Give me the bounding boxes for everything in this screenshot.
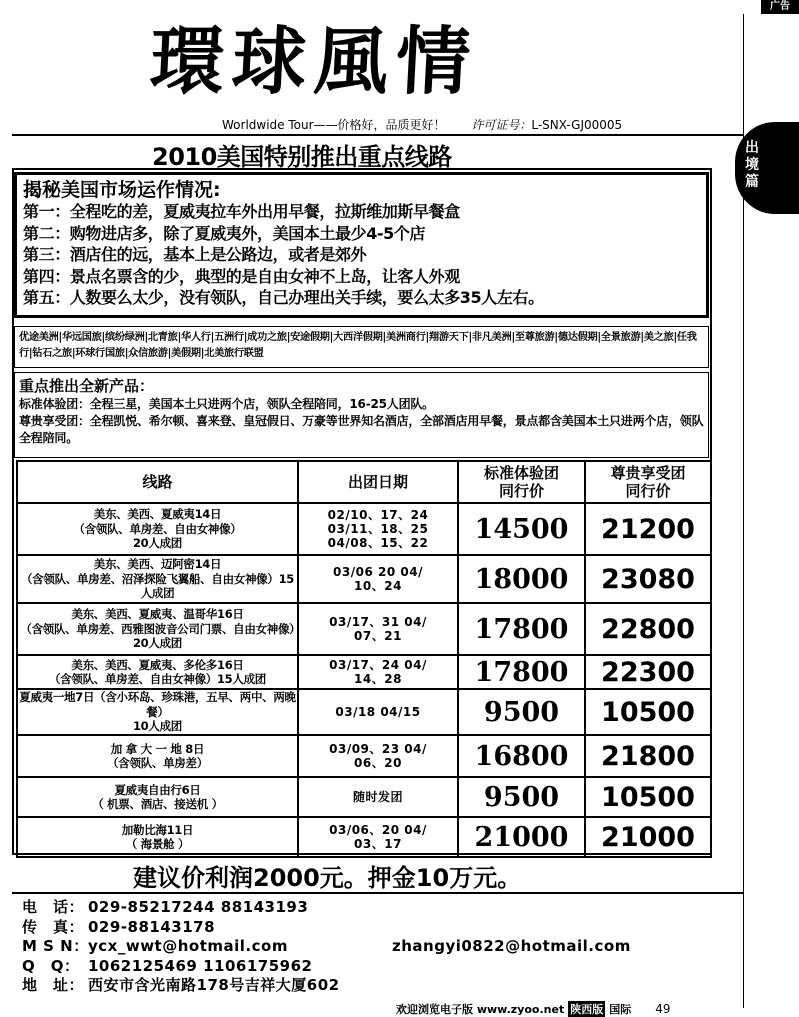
premium-price: 10500 [585,777,711,817]
license-number: L-SNX-GJ00005 [531,118,623,132]
route-cell: 加勒比海11日 （ 海景舱 ） [17,817,298,857]
qq-label: Q Q： [22,956,80,975]
standard-price: 21000 [458,817,585,857]
route-table [16,460,712,858]
route-header: 线路 [17,461,298,503]
alliance-list: 优途美洲|华远国旅|缤纷绿洲|北青旅|华人行|五洲行|成功之旅|安途假期|大西洋假期|美洲商行|翔游天下|非凡美洲|至尊旅游|德达假期|全景旅游|美之旅|任我行|钻石之旅|环球行国旅|众信旅游|美假期|北美旅行联盟 [19,332,697,359]
premium-price: 21000 [585,817,711,857]
route-cell: 美东、美西、迈阿密14日 （含领队、单房差、沼泽探险飞翼船、自由女神像）15人成团 [17,555,298,603]
contact-block [22,898,631,996]
dates-cell: 02/10、17、24 03/11、18、25 04/08、15、22 [298,503,458,555]
phone-value: 029-85217244 88143193 [88,898,309,916]
route-cell: 美东、美西、夏威夷、温哥华16日 （含领队、单房差、西雅图波音公司门票、自由女神像）20人成团 [17,603,298,655]
address-label: 地 址： [22,976,85,994]
table-row [17,655,711,689]
table-row [17,503,711,555]
edition-badge: 陕西版 [570,1003,604,1016]
top-divider [12,134,743,136]
slogan: Worldwide Tour——价格好，品质更好！ [222,118,446,132]
products-heading: 重点推出全新产品： [19,377,155,395]
market-point: 第五：人数要么太少，没有领队，自己办理出关手续，要么太多35人左右。 [23,288,544,307]
dates-cell: 03/18 04/15 [298,689,458,735]
dates-cell: 随时发团 [298,777,458,817]
table-row [17,689,711,735]
route-cell: 美东、美西、夏威夷、多伦多16日 （含领队、单房差、自由女神像）15人成团 [17,655,298,689]
market-point: 第三：酒店住的远，基本上是公路边，或者是郊外 [23,245,367,264]
premium-price: 21200 [585,503,711,555]
standard-price: 16800 [458,735,585,777]
footer-site: 欢迎浏览电子版 www.zyoo.net [396,1003,565,1016]
headline: 2010美国特别推出重点线路 [152,143,452,171]
premium-price: 22800 [585,603,711,655]
license [471,118,622,132]
table-header [17,461,711,503]
tagline [222,116,622,133]
table-row [17,555,711,603]
standard-desc: 标准体验团：全程三星，美国本土只进两个店，领队全程陪同，16-25人团队。 [19,397,434,411]
fax-label: 传 真： [22,917,85,936]
dates-cell: 03/17、24 04/ 14、28 [298,655,458,689]
market-point: 第四：景点名票含的少，典型的是自由女神不上岛，让客人外观 [23,266,460,286]
standard-price: 17800 [458,655,585,689]
phone-label: 电 话： [22,898,85,916]
page-footer [396,1001,671,1017]
section-tab [735,122,799,214]
license-label: 许可证号： [471,118,532,132]
address-row [22,976,340,996]
dates-cell: 03/06 20 04/ 10、24 [298,555,458,603]
market-point: 第二：购物进店多，除了夏威夷外，美国本土最少4-5个店 [23,223,426,243]
premium-price: 21800 [585,735,711,777]
route-cell: 美东、美西、夏威夷14日 （含领队、单房差、自由女神像） 20人成团 [17,503,298,555]
standard-price: 9500 [458,777,585,817]
msn-label: M S N： [22,937,89,955]
fax-value: 029-88143178 [88,917,216,936]
profit-note: 建议价利润2000元。押金10万元。 [133,864,522,892]
standard-header: 标准体验团 同行价 [458,461,585,503]
qq-row [22,957,340,977]
msn-value-2: zhangyi0822@hotmail.com [392,937,631,955]
standard-price: 14500 [458,503,585,555]
dates-cell: 03/06、20 04/ 03、17 [298,817,458,857]
route-cell: 夏威夷一地7日（含小环岛、珍珠港，五早、两中、两晚餐） 10人成团 [17,689,298,735]
date-header: 出团日期 [298,461,458,503]
footer-section: 国际 [609,1003,632,1016]
market-heading: 揭秘美国市场运作情况: [23,179,221,201]
brand-logo: 環球風情 [147,19,481,105]
phone-row [22,898,340,918]
table-row [17,777,711,817]
route-cell: 加 拿 大 一 地 8日 （含领队、单房差） [17,735,298,777]
premium-price: 22300 [585,655,711,689]
standard-price: 9500 [458,689,585,735]
dates-cell: 03/09、23 04/ 06、20 [298,735,458,777]
msn-row [22,937,631,957]
premium-price: 10500 [585,689,711,735]
address-value: 西安市含光南路178号吉祥大厦602 [88,976,340,994]
msn-value: ycx_wwt@hotmail.com [88,937,288,955]
route-cell: 夏威夷自由行6日 （ 机票、酒店、接送机 ） [17,777,298,817]
premium-price: 23080 [585,555,711,603]
standard-price: 17800 [458,603,585,655]
premium-header: 尊贵享受团 同行价 [585,461,711,503]
premium-desc: 尊贵享受团：全程凯悦、希尔顿、喜来登、皇冠假日、万豪等世界知名酒店，全部酒店用早餐，景点都含美国本土只进两个店，领队全程陪同。 [19,414,704,445]
page-number: 49 [655,1002,671,1016]
qq-value: 1062125469 1106175962 [88,956,313,975]
fax-row [22,918,340,938]
table-row [17,603,711,655]
dates-cell: 03/17、31 04/ 07、21 [298,603,458,655]
table-row [17,817,711,857]
market-point: 第一：全程吃的差，夏威夷拉车外出用早餐，拉斯维加斯早餐盒 [23,202,460,221]
table-row [17,735,711,777]
bottom-divider [12,892,743,894]
market-box [14,172,709,318]
section-tab-label: 出境篇 [745,140,759,190]
products-box [14,372,709,458]
standard-price: 18000 [458,555,585,603]
side-divider [743,14,744,1008]
ad-label: 广告 [761,0,799,14]
alliance-box [14,326,709,368]
